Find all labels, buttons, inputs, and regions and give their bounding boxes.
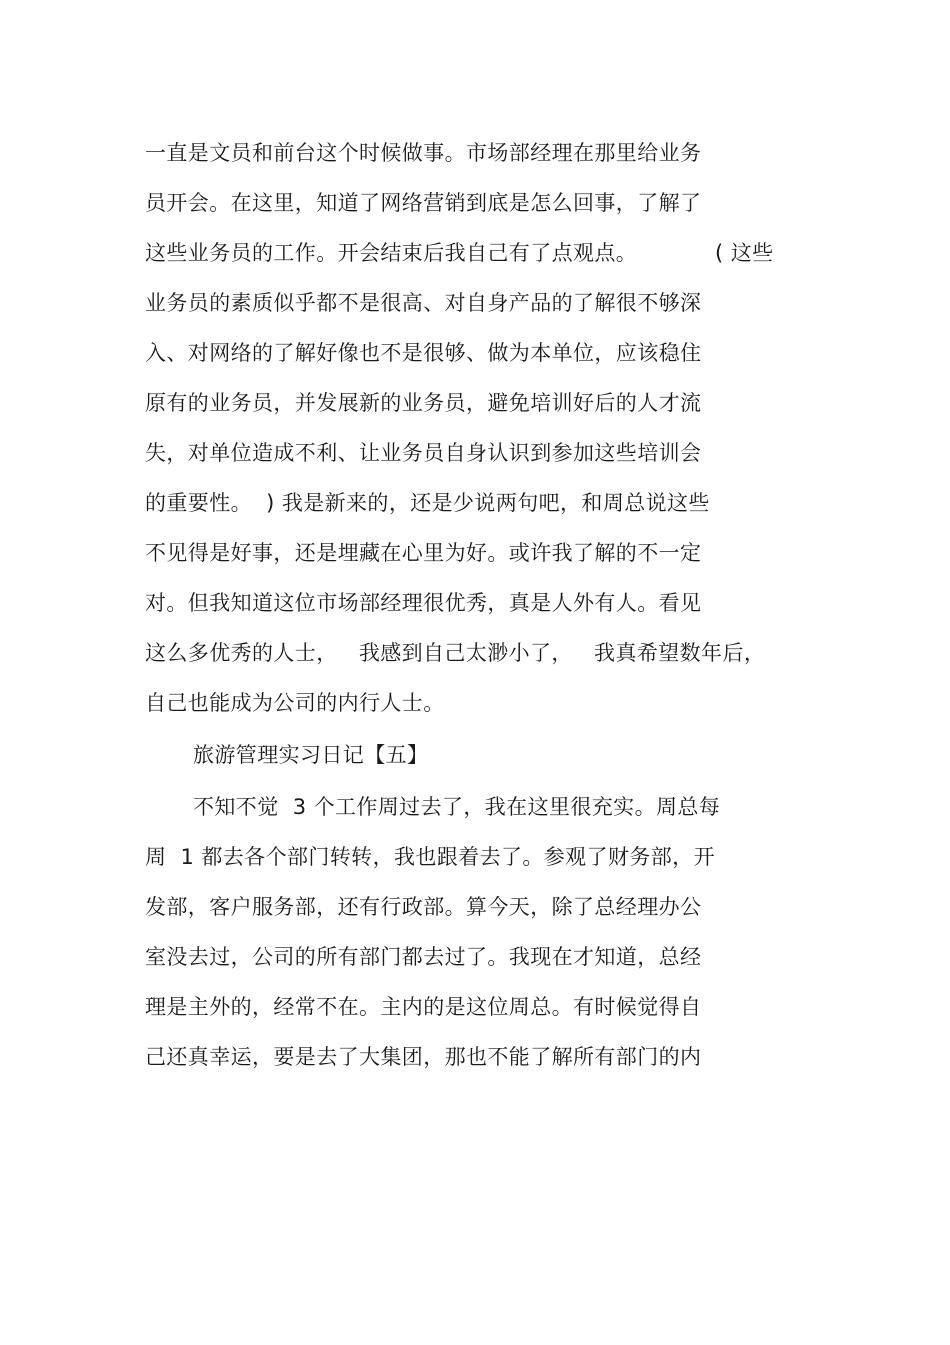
- text-line: 己还真幸运，要是去了大集团，那也不能了解所有部门的内: [145, 1045, 702, 1069]
- text-line: 发部，客户服务部，还有行政部。算今天，除了总经理办公: [145, 895, 702, 919]
- text-line: 自己也能成为公司的内行人士。: [145, 691, 445, 715]
- text-line: 入、对网络的了解好像也不是很够、做为本单位，应该稳住: [145, 341, 702, 365]
- text-line: 这么多优秀的人士， 我感到自己太渺小了， 我真希望数年后，: [145, 641, 766, 665]
- text-line: 这些业务员的工作。开会结束后我自己有了点观点。 ( 这些: [145, 241, 774, 265]
- text-line: 不见得是好事，还是埋藏在心里为好。或许我了解的不一定: [145, 541, 702, 565]
- text-line: 的重要性。 ) 我是新来的，还是少说两句吧，和周总说这些: [145, 491, 710, 515]
- text-line: 理是主外的，经常不在。主内的是这位周总。有时候觉得自: [145, 995, 702, 1019]
- text-line: 员开会。在这里，知道了网络营销到底是怎么回事，了解了: [145, 191, 702, 215]
- text-line: 一直是文员和前台这个时候做事。市场部经理在那里给业务: [145, 141, 702, 165]
- text-line: 失，对单位造成不利、让业务员自身认识到参加这些培训会: [145, 441, 702, 465]
- section-heading: 旅游管理实习日记【五】: [193, 743, 429, 767]
- text-line: 不知不觉 3 个工作周过去了，我在这里很充实。周总每: [193, 795, 721, 819]
- text-line: 原有的业务员，并发展新的业务员，避免培训好后的人才流: [145, 391, 702, 415]
- text-line: 室没去过，公司的所有部门都去过了。我现在才知道，总经: [145, 945, 702, 969]
- text-line: 对。但我知道这位市场部经理很优秀，真是人外有人。看见: [145, 591, 702, 615]
- text-line: 业务员的素质似乎都不是很高、对自身产品的了解很不够深: [145, 291, 702, 315]
- text-line: 周 1 都去各个部门转转，我也跟着去了。参观了财务部，开: [145, 845, 715, 869]
